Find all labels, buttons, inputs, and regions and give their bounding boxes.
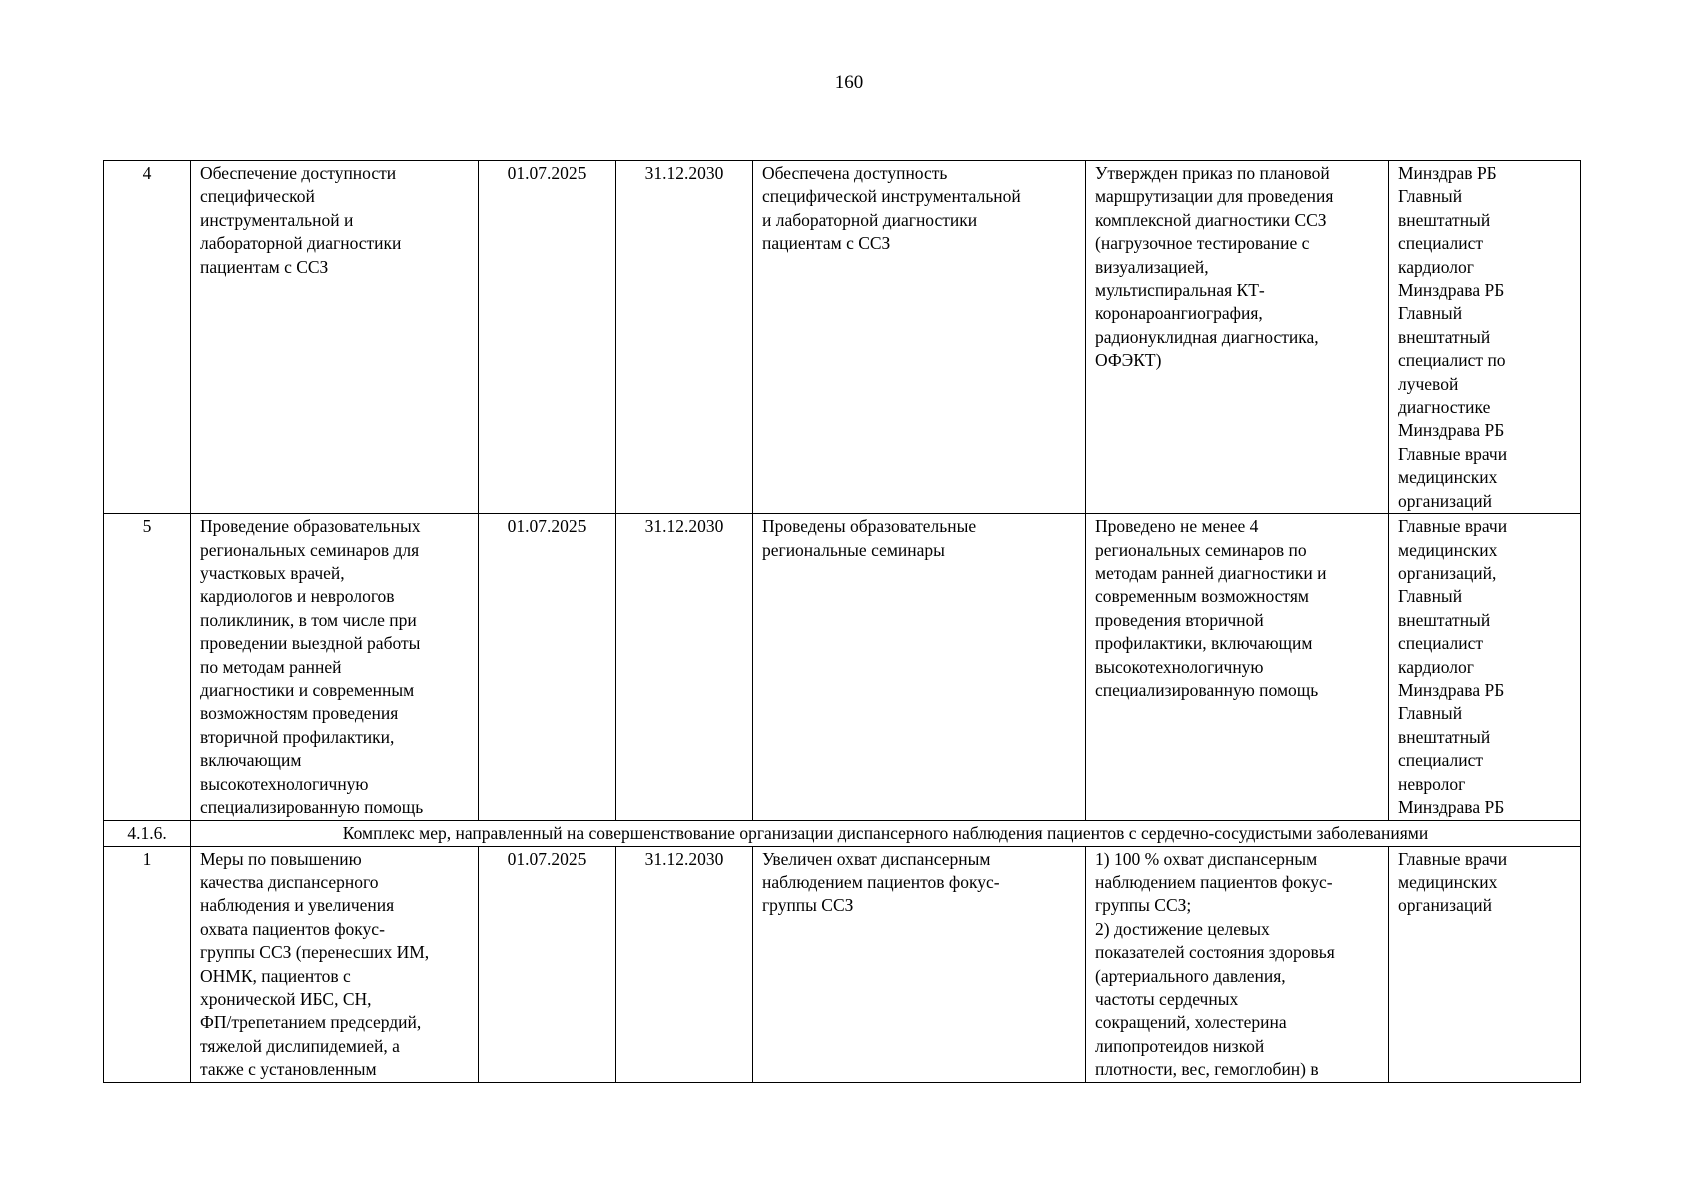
table-row (104, 161, 1581, 514)
indicator-cell: 1) 100 % охват диспансерным наблюдением пациентов фокус- группы ССЗ; 2) достижение целевых показателей состояния здоровья (артериального давления, частоты сердечных сокращений, холестерина липопротеидов низкой плотности, вес, гемоглобин) в (1086, 846, 1389, 1082)
end-date-cell: 31.12.2030 (616, 846, 753, 1082)
section-title: Комплекс мер, направленный на совершенствование организации диспансерного наблюдения пациентов с сердечно-сосудистыми заболеваниями (191, 821, 1581, 846)
row-number: 4 (104, 161, 191, 514)
indicator-cell: Утвержден приказ по плановой маршрутизации для проведения комплексной диагностики ССЗ (нагрузочное тестирование с визуализацией, мультиспиральная КТ- коронароангиография, радионуклидная диагностика, ОФЭКТ) (1086, 161, 1389, 514)
result-cell: Проведены образовательные региональные семинары (753, 514, 1086, 821)
measure-cell: Меры по повышению качества диспансерного наблюдения и увеличения охвата пациентов фокус- группы ССЗ (перенесших ИМ, ОНМК, пациентов с хронической ИБС, СН, ФП/трепетанием предсердий, тяжелой дислипидемией, а также с установленным (191, 846, 479, 1082)
section-header-row (104, 821, 1581, 846)
indicator-cell: Проведено не менее 4 региональных семинаров по методам ранней диагностики и современным возможностям проведения вторичной профилактики, включающим высокотехнологичную специализированную помощь (1086, 514, 1389, 821)
row-number: 1 (104, 846, 191, 1082)
start-date-cell: 01.07.2025 (479, 846, 616, 1082)
measure-cell: Обеспечение доступности специфической инструментальной и лабораторной диагностики пациентам с ССЗ (191, 161, 479, 514)
end-date-cell: 31.12.2030 (616, 161, 753, 514)
table-row (104, 846, 1581, 1082)
start-date-cell: 01.07.2025 (479, 161, 616, 514)
page-number: 160 (834, 72, 864, 93)
row-number: 5 (104, 514, 191, 821)
section-number: 4.1.6. (104, 821, 191, 846)
responsible-cell: Главные врачи медицинских организаций (1389, 846, 1581, 1082)
table-row (104, 514, 1581, 821)
responsible-cell: Главные врачи медицинских организаций, Главный внештатный специалист кардиолог Минздрава РБ Главный внештатный специалист невролог Минздрава РБ (1389, 514, 1581, 821)
end-date-cell: 31.12.2030 (616, 514, 753, 821)
result-cell: Увеличен охват диспансерным наблюдением пациентов фокус- группы ССЗ (753, 846, 1086, 1082)
start-date-cell: 01.07.2025 (479, 514, 616, 821)
responsible-cell: Минздрав РБ Главный внештатный специалист кардиолог Минздрава РБ Главный внештатный специалист по лучевой диагностике Минздрава РБ Главные врачи медицинских организаций (1389, 161, 1581, 514)
measure-cell: Проведение образовательных региональных семинаров для участковых врачей, кардиологов и неврологов поликлиник, в том числе при проведении выездной работы по методам ранней диагностики и современным возможностям проведения вторичной профилактики, включающим высокотехнологичную специализированную помощь (191, 514, 479, 821)
measures-table (103, 160, 1581, 1083)
result-cell: Обеспечена доступность специфической инструментальной и лабораторной диагностики пациентам с ССЗ (753, 161, 1086, 514)
